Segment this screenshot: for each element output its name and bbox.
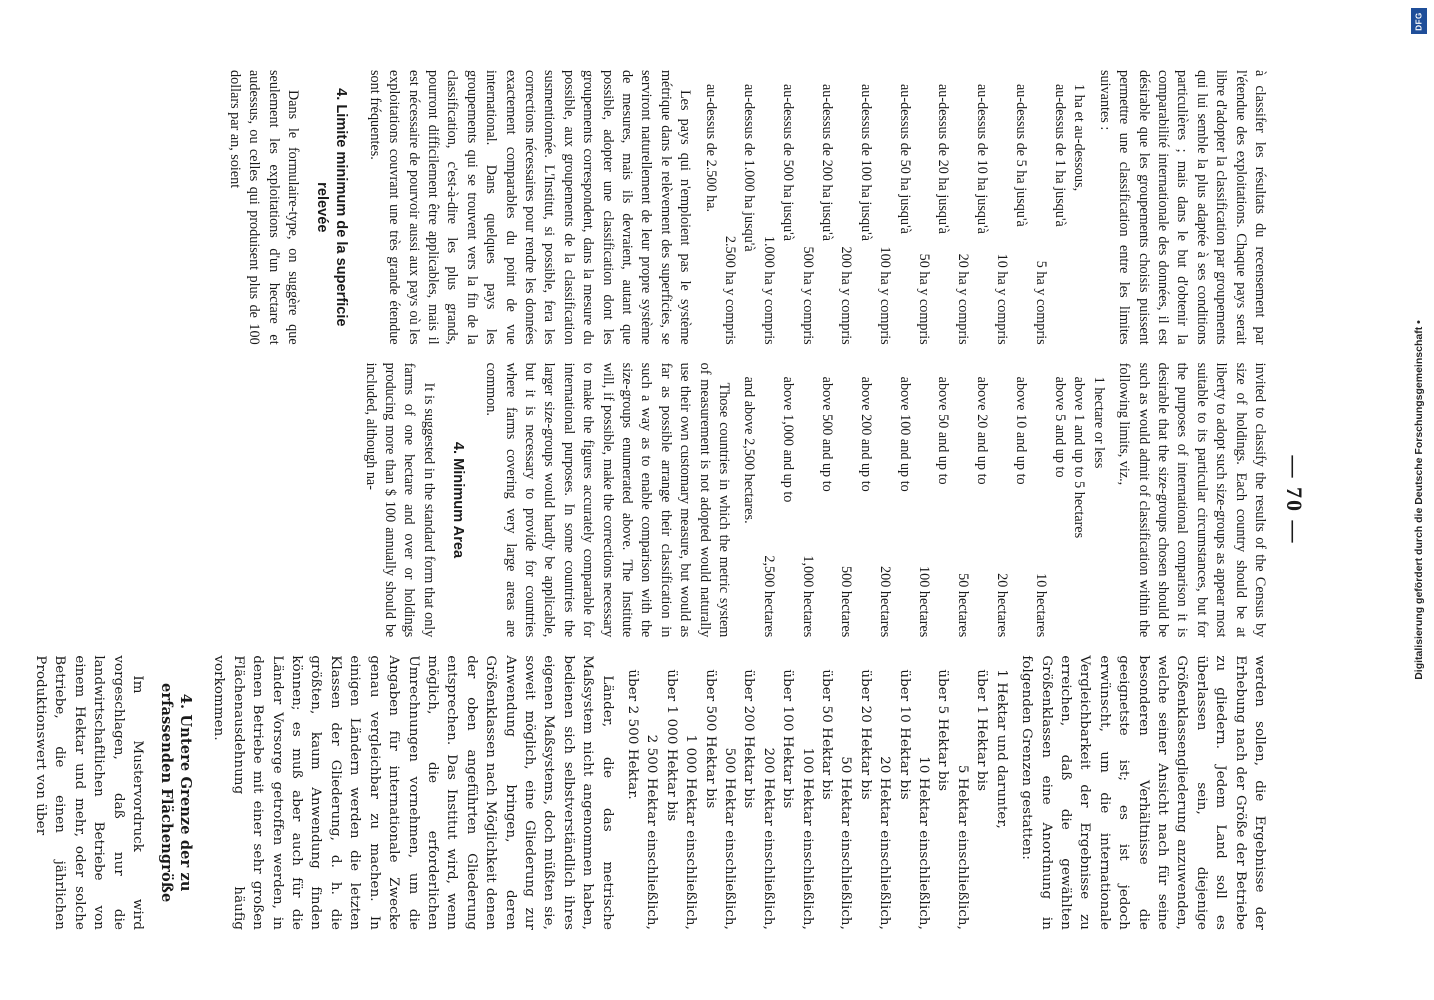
size-list-item: 20 hectares (993, 573, 1010, 638)
size-list-item: au-dessus de 10 ha jusqu'à (974, 84, 991, 234)
size-list-item: 1 000 Hektar einschließlich, (683, 734, 699, 931)
size-list-item: above 1,000 and up to (780, 376, 797, 503)
three-language-columns (31, 70, 1269, 930)
size-list-item: au-dessus de 1.000 ha jusqu'à (741, 84, 758, 252)
english-size-list (739, 363, 1108, 638)
size-list-item: above 200 and up to (857, 376, 874, 492)
german-paragraph-2: Länder, die das metrische Maßsystem nicht angenommen haben, bedienen sich selbstverständlich ihres eigenen Maßsystems, doch müßten sie, soweit möglich, eine Gliederung zur Anwendung bringen, deren Größenklassen nach Möglichkeit denen der oben angeführten Gliederung entsprechen. Das Institut wird, wenn möglich, die erforderlichen Umrechnungen vornehmen, um die Angaben für internationale Zwecke genau vergleichbar zu machen. In einigen Ländern werden die letzten Klassen der Gliederung, d. h. die größten, kaum Anwendung finden können; es muß aber auch für die Länder Vorsorge getroffen werden, in denen Betriebe mit einer sehr großen Flächenausdehnung häufig vorkommen. (211, 655, 615, 931)
size-list-item: über 5 Hektar bis (935, 669, 951, 792)
dfg-logo-icon (1411, 8, 1427, 34)
size-list-item: 20 ha y compris (954, 253, 971, 345)
size-list-item: 10 ha y compris (993, 253, 1010, 345)
size-list-item: über 1 Hektar bis (974, 669, 990, 792)
german-size-list (623, 655, 1011, 930)
german-section-heading: 4. Untere Grenze der zu erfassenden Flächengröße (158, 682, 195, 903)
size-list-item: 100 Hektar einschließlich, (799, 747, 815, 931)
size-list-item: above 20 and up to (974, 376, 991, 485)
size-list-item: 20 Hektar einschließlich, (877, 756, 893, 931)
size-list-item: 1 hectare or less (1090, 376, 1107, 469)
size-list-item: above 10 and up to (1013, 376, 1030, 485)
digitization-credit-text: Digitalisierung gefördert durch die Deutsche Forschungsgemeinschaft • (1413, 320, 1425, 680)
size-list-item: 200 Hektar einschließlich, (760, 747, 776, 931)
size-list-item: above 1 and up to 5 hectares (1071, 376, 1088, 539)
column-german (31, 655, 1269, 930)
size-list-item: au-dessus de 5 ha jusqu'à (1013, 84, 1030, 227)
german-paragraph-3: Im Mustervordruck wird vorgeschlagen, daß nur die landwirtschaftlichen Betriebe von einem Hektar und mehr, oder solche Betriebe, die einen jährlichen Produktionswert von über (33, 655, 146, 931)
french-size-list (700, 70, 1088, 345)
size-list-item: 1,000 hectares (799, 555, 816, 638)
size-list-item: above 5 and up to (1051, 376, 1068, 478)
size-list-item: au-dessus de 1 ha jusqu'à (1051, 84, 1068, 227)
german-intro-paragraph: werden sollen, die Ergebnisse der Erhebung nach der Größe der Betriebe zu gliedern. Jedem Land soll es überlassen sein, diejenige Größenklassengliederung anzuwenden, welche seiner Ansicht nach für seine besonderen Verhältnisse die geeignetste ist; es ist jedoch erwünscht, um die internationale Vergleichbarkeit der Ergebnisse zu erreichen, daß die gewählten Größenklassen eine Anordnung in folgenden Grenzen gestatten: (1019, 655, 1267, 931)
size-list-item: au-dessus de 100 ha jusqu'à (857, 84, 874, 242)
size-list-item: 1.000 ha y compris (760, 235, 777, 345)
size-list-item: 200 ha y compris (838, 246, 855, 345)
size-list-item: 1 ha et au-dessous, (1071, 84, 1088, 192)
size-list-item: and above 2,500 hectares. (741, 376, 758, 524)
size-list-item: 200 hectares (877, 566, 894, 638)
size-list-item: au-dessus de 2.500 ha. (702, 84, 719, 213)
size-list-item: au-dessus de 20 ha jusqu'à (935, 84, 952, 234)
size-list-item: above 100 and up to (896, 376, 913, 492)
size-list-item: 10 Hektar einschließlich, (916, 756, 932, 931)
column-english (360, 363, 1269, 638)
size-list-item: au-dessus de 500 ha jusqu'à (780, 84, 797, 242)
size-list-item: über 200 Hektar bis (741, 669, 757, 809)
rotated-document-page (33, 70, 1307, 931)
size-list-item: au-dessus de 200 ha jusqu'à (819, 84, 836, 242)
size-list-item: 500 hectares (838, 566, 855, 638)
size-list-item: 100 hectares (916, 566, 933, 638)
size-list-item: 100 ha y compris (877, 246, 894, 345)
size-list-item: 50 Hektar einschließlich, (838, 756, 854, 931)
size-list-item: 5 Hektar einschließlich, (954, 764, 970, 931)
english-intro-paragraph: invited to classify the results of the Census by size of holdings. Each country should be at liberty to adopt such size-groups as appear most suitable to its particular circumstances, but for the purposes of international comparison it is desirable that the size-groups chosen should be such as would admit of classification within the following limits, viz., (1116, 362, 1268, 638)
french-paragraph-3: Dans le formulaire-type, on suggère que seulement les exploitations d'un hectare et audessus, ou celles qui produisent plus de 100 dollars par an, soient (227, 70, 302, 345)
size-list-item: above 50 and up to (935, 376, 952, 485)
size-list-item: 1 Hektar und darunter, (993, 669, 1009, 829)
french-section-heading: 4. Limite minimum de la superficie relevée (314, 88, 350, 327)
size-list-item: au-dessus de 50 ha jusqu'à (896, 84, 913, 234)
dfg-logo-text: DFG (1414, 11, 1424, 31)
english-section-heading: 4. Minimum Area (449, 441, 466, 559)
size-list-item: 5 ha y compris (1032, 260, 1049, 345)
french-intro-paragraph: à classifer les résultats du recensement par l'étendue des exploitations. Chaque pays serait libre d'adopter la classification par groupements qui lui semble la plus adaptée à ses conditions particulières ; mais dans le but d'obtenir la comparabilité internationale des données, il est désirable que les groupements choisis puissent permettre une classification entre les limites suivantes : (1096, 70, 1268, 345)
page-number: — 70 — (1282, 455, 1307, 545)
size-list-item: above 500 and up to (819, 376, 836, 492)
size-list-item: über 10 Hektar bis (896, 669, 912, 800)
size-list-item: 2 500 Hektar einschließlich, (644, 734, 660, 931)
size-list-item: 2,500 hectares (760, 555, 777, 638)
size-list-item: 500 Hektar einschließlich, (722, 747, 738, 931)
size-list-item: 50 hectares (954, 573, 971, 638)
column-french (225, 70, 1269, 345)
size-list-item: 50 ha y compris (916, 253, 933, 345)
english-paragraph-3: It is suggested in the standard form that only farms of one hectare and over or holdings producing more than $ 100 annually should be included, although na- (362, 362, 437, 638)
size-list-item: über 2 500 Hektar. (625, 669, 640, 800)
size-list-item: über 20 Hektar bis (857, 669, 873, 800)
size-list-item: über 50 Hektar bis (819, 669, 835, 800)
size-list-item: über 1 000 Hektar bis (663, 669, 679, 822)
size-list-item: 10 hectares (1032, 573, 1049, 638)
english-paragraph-2: Those countries in which the metric system of measurement is not adopted would naturally use their own customary measure, but would as far as possible arrange their classification in such a way as to enable comparison with the size-groups enumerated above. The Institute will, if possible, make the corrections necessary to make the figures accurately comparable for international purposes. In some countries the larger size-groups would hardly be applicable, but it is necessary to provide for countries where farms covering very large areas are common. (483, 362, 733, 638)
size-list-item: 500 ha y compris (799, 246, 816, 345)
size-list-item: über 100 Hektar bis (780, 669, 796, 809)
size-list-item: 2.500 ha y compris (722, 235, 739, 345)
french-paragraph-2: Les pays qui n'emploient pas le système métrique dans le relèvement des superficies, se serviront naturellement de leur propre système de mesures, mais ils devraient, autant que possible, adopter une classification dont les groupements correspondent, dans la mesure du possible, aux groupements de la classification susmentionnée. L'Institut, si possible, fera les corrections nécessaires pour rendre les données exactement comparables du point de vue international. Dans quelques pays les groupements qui se trouvent vers la fin de la classification, c'est-à-dire les plus grands, pourront difficilement être applicables, mais il est nécessaire de pourvoir aussi aux pays où les exploitations couvrant une très grande étendue sont fréquentes. (366, 70, 694, 345)
size-list-item: über 500 Hektar bis (702, 669, 718, 809)
digitization-credit (1410, 10, 1428, 990)
